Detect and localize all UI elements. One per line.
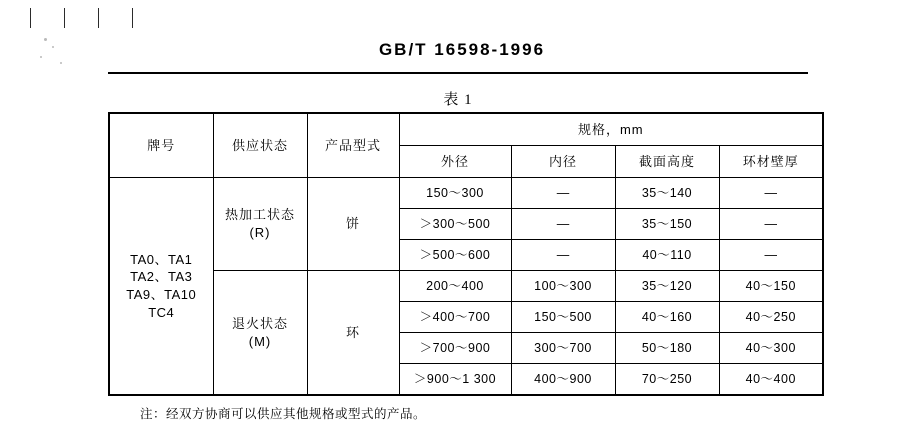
table-row — [109, 271, 823, 302]
cell-inner-diameter: 300～700 — [511, 333, 615, 364]
standard-number: GB/T 16598-1996 — [378, 40, 546, 59]
cell-section-height: 35～140 — [615, 178, 719, 209]
cell-outer-diameter: ＞700～900 — [399, 333, 511, 364]
supply-state-line: (R) — [249, 225, 271, 240]
grade-line: TA9、TA10 — [126, 287, 197, 302]
cell-inner-diameter: 100～300 — [511, 271, 615, 302]
table-caption: 表 1 — [443, 92, 473, 108]
header-rule — [108, 72, 808, 74]
cell-inner-diameter: — — [511, 240, 615, 271]
cell-ring-wall-thickness: 40～150 — [719, 271, 823, 302]
cell-section-height: 70～250 — [615, 364, 719, 396]
table-row — [109, 178, 823, 209]
grade-line: TC4 — [148, 304, 175, 320]
header-ring-wall-thickness: 环材壁厚 — [719, 146, 823, 178]
header-spec-group: 规格，mm — [399, 113, 823, 146]
cell-section-height: 35～120 — [615, 271, 719, 302]
header-section-height: 截面高度 — [615, 146, 719, 178]
header-outer-diameter: 外径 — [399, 146, 511, 178]
cell-outer-diameter: ＞900～1 300 — [399, 364, 511, 396]
cell-outer-diameter: 150～300 — [399, 178, 511, 209]
cell-ring-wall-thickness: — — [719, 178, 823, 209]
scan-registration-marks — [30, 8, 140, 30]
cell-outer-diameter: ＞500～600 — [399, 240, 511, 271]
cell-section-height: 50～180 — [615, 333, 719, 364]
cell-ring-wall-thickness: 40～300 — [719, 333, 823, 364]
cell-ring-wall-thickness: — — [719, 209, 823, 240]
table-header-row-top — [109, 113, 823, 146]
cell-inner-diameter: 150～500 — [511, 302, 615, 333]
specification-table — [108, 112, 824, 396]
supply-state-line: 热加工状态 — [224, 207, 295, 223]
spec-table-wrapper — [108, 112, 808, 396]
scan-speckle — [60, 62, 62, 64]
supply-state-line: 退火状态 — [231, 315, 288, 331]
cell-section-height: 40～160 — [615, 302, 719, 333]
cell-section-height: 40～110 — [615, 240, 719, 271]
header-product-form: 产品型式 — [307, 113, 399, 178]
table-note: 注：经双方协商可以供应其他规格或型式的产品。 — [140, 407, 427, 421]
supply-state-line: (M) — [248, 333, 272, 349]
cell-section-height: 35～150 — [615, 209, 719, 240]
cell-inner-diameter: — — [511, 209, 615, 240]
grade-line: TA0、TA1 — [130, 251, 193, 267]
cell-inner-diameter: 400～900 — [511, 364, 615, 396]
cell-outer-diameter: 200～400 — [399, 271, 511, 302]
cell-ring-wall-thickness: 40～400 — [719, 364, 823, 396]
grade-line: TA2、TA3 — [130, 269, 193, 285]
cell-outer-diameter: ＞300～500 — [399, 209, 511, 240]
cell-outer-diameter: ＞400～700 — [399, 302, 511, 333]
header-inner-diameter: 内径 — [511, 146, 615, 178]
cell-supply-state-annealed — [213, 271, 307, 396]
cell-product-form-disc: 饼 — [307, 178, 399, 271]
header-supply-state: 供应状态 — [213, 113, 307, 178]
cell-product-form-ring: 环 — [307, 271, 399, 396]
header-grade: 牌号 — [109, 113, 213, 178]
cell-inner-diameter: — — [511, 178, 615, 209]
cell-supply-state-hot — [213, 178, 307, 271]
table-body — [109, 178, 823, 396]
cell-ring-wall-thickness: — — [719, 240, 823, 271]
cell-ring-wall-thickness: 40～250 — [719, 302, 823, 333]
cell-grade — [109, 178, 213, 396]
